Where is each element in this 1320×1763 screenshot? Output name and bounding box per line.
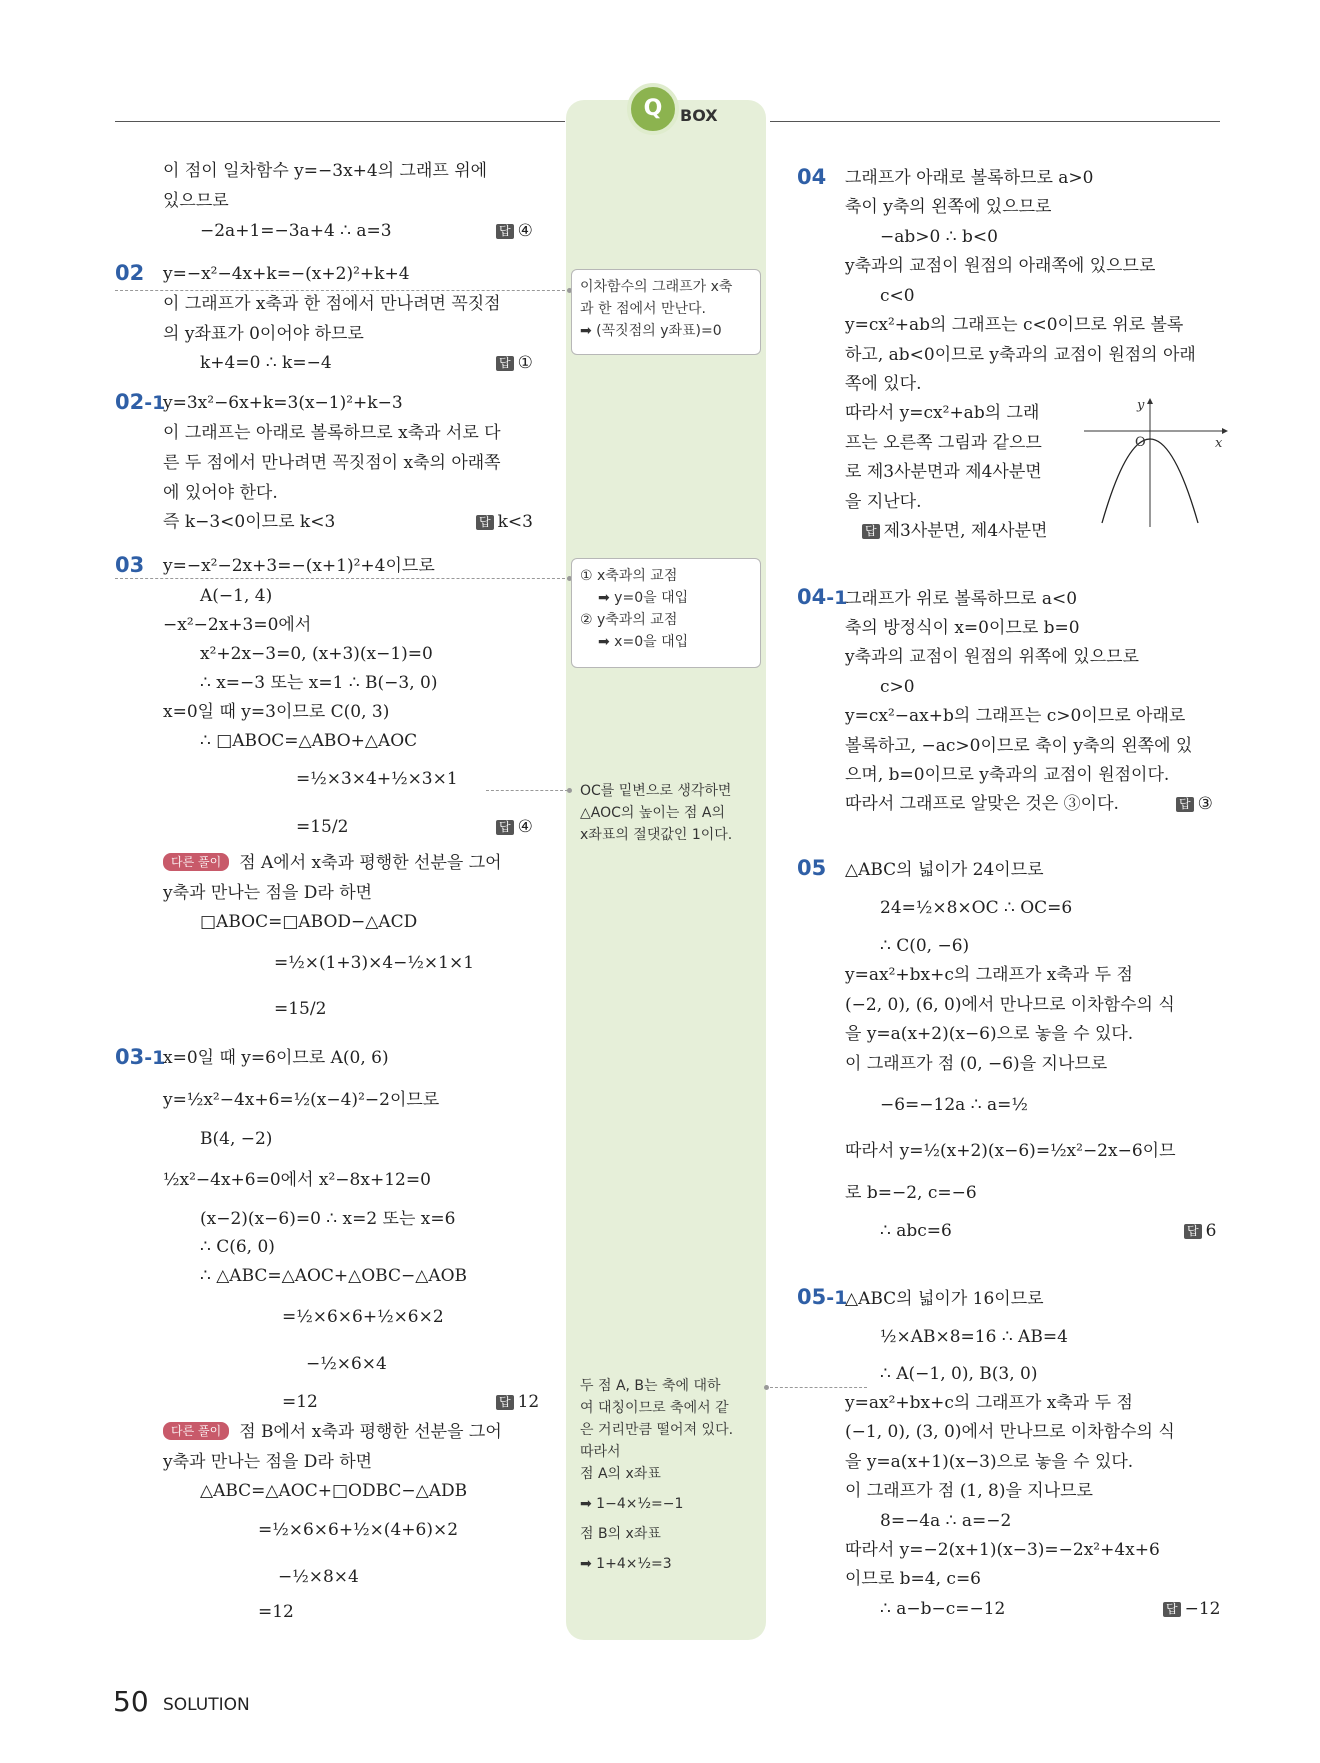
note-line: ➡ 1+4×½=3 bbox=[580, 1556, 672, 1572]
p05-line: y=ax²+bx+c의 그래프가 x축과 두 점 bbox=[845, 965, 1133, 985]
problem-number bbox=[115, 390, 165, 414]
problem-number-sub: -1 bbox=[144, 392, 166, 414]
p04-line: 로 제3사분면과 제4사분면 bbox=[845, 462, 1042, 482]
answer-mark: 답 bbox=[1176, 797, 1194, 812]
p031-line: =12 bbox=[282, 1392, 318, 1412]
p04-line: −ab>0 ∴ b<0 bbox=[880, 227, 998, 247]
answer-mark: 답 bbox=[1184, 1224, 1202, 1239]
note-line: △AOC의 높이는 점 A의 bbox=[580, 805, 725, 821]
answer-value: 제3사분면, 제4사분면 bbox=[883, 521, 1048, 541]
x-label: x bbox=[1215, 436, 1223, 451]
leader-line bbox=[486, 790, 568, 791]
p04-line: 하고, ab<0이므로 y축과의 교점이 원점의 아래 bbox=[845, 345, 1196, 365]
note-tangent bbox=[571, 269, 761, 355]
note-line: ➡ 1−4×½=−1 bbox=[580, 1496, 684, 1512]
problem-number: 04 bbox=[797, 165, 827, 189]
answer-value: 12 bbox=[517, 1392, 540, 1412]
p051-line: ∴ a−b−c=−12 bbox=[880, 1599, 1006, 1619]
answer-value: ④ bbox=[517, 817, 533, 837]
answer-value: 6 bbox=[1205, 1221, 1217, 1241]
p021-line: y=3x²−6x+k=3(x−1)²+k−3 bbox=[163, 393, 403, 413]
p041-line: y=cx²−ax+b의 그래프는 c>0이므로 아래로 bbox=[845, 706, 1186, 726]
p04-line: y축과의 교점이 원점의 아래쪽에 있으므로 bbox=[845, 256, 1156, 276]
answer-mark: 답 bbox=[496, 356, 514, 371]
alt-solution-tag: 다른 풀이 bbox=[163, 853, 229, 871]
note-intercepts bbox=[571, 558, 761, 668]
p051-line: y=ax²+bx+c의 그래프가 x축과 두 점 bbox=[845, 1393, 1133, 1413]
answer-mark: 답 bbox=[496, 224, 514, 239]
p021-line: 른 두 점에서 만나려면 꼭짓점이 x축의 아래쪽 bbox=[163, 453, 501, 473]
p03-line: ∴ □ABOC=△ABO+△AOC bbox=[200, 731, 418, 751]
p05-line: 이 그래프가 점 (0, −6)을 지나므로 bbox=[845, 1054, 1108, 1074]
problem-number: 05 bbox=[797, 856, 827, 880]
note-line: 점 B의 x좌표 bbox=[580, 1526, 661, 1542]
note-line: OC를 밑변으로 생각하면 bbox=[580, 783, 732, 799]
note-line: 과 한 점에서 만난다. bbox=[580, 301, 706, 317]
leader-line bbox=[770, 1387, 867, 1388]
note-line: ➡ (꼭짓점의 y좌표)=0 bbox=[580, 323, 722, 339]
answer-value: −12 bbox=[1184, 1599, 1221, 1619]
p03-line: x=0일 때 y=3이므로 C(0, 3) bbox=[163, 702, 390, 722]
p03-line: ∴ x=−3 또는 x=1 ∴ B(−3, 0) bbox=[200, 673, 438, 693]
p051-line: △ABC의 넓이가 16이므로 bbox=[845, 1289, 1044, 1309]
p04-line: 프는 오른쪽 그림과 같으므 bbox=[845, 433, 1042, 453]
note-symmetry bbox=[580, 1375, 733, 1575]
p021-line: 즉 k−3<0이므로 k<3 bbox=[163, 512, 336, 532]
answer bbox=[496, 815, 533, 839]
p041-line: 축의 방정식이 x=0이므로 b=0 bbox=[845, 618, 1080, 638]
p041-line: 볼록하고, −ac>0이므로 축이 y축의 왼쪽에 있 bbox=[845, 736, 1193, 756]
alt-line: □ABOC=□ABOD−△ACD bbox=[200, 912, 418, 932]
problem-number-sub: -1 bbox=[826, 587, 848, 609]
note-line: ① x축과의 교점 bbox=[580, 568, 678, 584]
answer-mark: 답 bbox=[476, 515, 494, 530]
problem-number-main: 04 bbox=[797, 585, 827, 609]
p05-line: (−2, 0), (6, 0)에서 만나므로 이차함수의 식 bbox=[845, 995, 1175, 1015]
answer-value: k<3 bbox=[497, 512, 533, 532]
note-height bbox=[580, 780, 732, 846]
p021-line: 에 있어야 한다. bbox=[163, 483, 278, 503]
answer-mark: 답 bbox=[496, 1395, 514, 1410]
p051-line: 을 y=a(x+1)(x−3)으로 놓을 수 있다. bbox=[845, 1452, 1134, 1472]
problem-number: 02 bbox=[115, 261, 145, 285]
problem-number-sub: -1 bbox=[826, 1287, 848, 1309]
alt-line: =12 bbox=[258, 1602, 294, 1622]
p04-line: 따라서 y=cx²+ab의 그래 bbox=[845, 403, 1040, 423]
p05-line: 24=½×8×OC ∴ OC=6 bbox=[880, 898, 1073, 918]
p031-line: x=0일 때 y=6이므로 A(0, 6) bbox=[163, 1048, 389, 1068]
p05-line: 따라서 y=½(x+2)(x−6)=½x²−2x−6이므 bbox=[845, 1141, 1176, 1161]
note-line: x좌표의 절댓값인 1이다. bbox=[580, 827, 733, 843]
p05-line: −6=−12a ∴ a=½ bbox=[880, 1095, 1028, 1115]
intro-line: 있으므로 bbox=[163, 191, 229, 211]
note-line: ➡ x=0을 대입 bbox=[598, 634, 689, 650]
footer-label: SOLUTION bbox=[163, 1695, 250, 1715]
answer bbox=[476, 510, 533, 534]
top-rule-right bbox=[770, 121, 1220, 122]
p031-line: (x−2)(x−6)=0 ∴ x=2 또는 x=6 bbox=[200, 1209, 456, 1229]
p031-line: −½×6×4 bbox=[306, 1354, 387, 1374]
alt-solution-tag: 다른 풀이 bbox=[163, 1422, 229, 1440]
alt-line: y축과 만나는 점을 D라 하면 bbox=[163, 883, 373, 903]
p051-line: ½×AB×8=16 ∴ AB=4 bbox=[880, 1327, 1068, 1347]
p03-line: =15/2 bbox=[296, 817, 349, 837]
note-line: 이차함수의 그래프가 x축 bbox=[580, 279, 733, 295]
p04-line: 을 지난다. bbox=[845, 492, 922, 512]
alt-line: 점 A에서 x축과 평행한 선분을 그어 bbox=[239, 853, 502, 873]
p031-line: ∴ △ABC=△AOC+△OBC−△AOB bbox=[200, 1266, 468, 1286]
p02-line: 의 y좌표가 0이어야 하므로 bbox=[163, 324, 364, 344]
p031-line: y=½x²−4x+6=½(x−4)²−2이므로 bbox=[163, 1090, 440, 1110]
alt-line: −½×8×4 bbox=[278, 1567, 359, 1587]
answer bbox=[1184, 1219, 1216, 1243]
p05-line: 을 y=a(x+2)(x−6)으로 놓을 수 있다. bbox=[845, 1024, 1134, 1044]
y-axis-arrow bbox=[1147, 398, 1153, 404]
intro-line: 이 점이 일차함수 y=−3x+4의 그래프 위에 bbox=[163, 161, 488, 181]
p051-line: 이므로 b=4, c=6 bbox=[845, 1569, 982, 1589]
alt-solution bbox=[163, 851, 502, 875]
origin-label: O bbox=[1135, 435, 1146, 450]
p04-line: 쪽에 있다. bbox=[845, 374, 922, 394]
alt-line: =½×(1+3)×4−½×1×1 bbox=[274, 953, 475, 973]
answer bbox=[1176, 792, 1213, 816]
problem-number-main: 03 bbox=[115, 1045, 145, 1069]
q-box-badge: Q bbox=[627, 83, 679, 135]
leader-dot bbox=[567, 788, 572, 793]
problem-number: 03 bbox=[115, 553, 145, 577]
leader-line bbox=[115, 290, 570, 291]
p051-line: ∴ A(−1, 0), B(3, 0) bbox=[880, 1364, 1038, 1384]
answer-mark: 답 bbox=[496, 820, 514, 835]
note-line: ② y축과의 교점 bbox=[580, 612, 678, 628]
answer-value: ④ bbox=[517, 221, 533, 241]
note-line: 두 점 A, B는 축에 대하 bbox=[580, 1378, 721, 1394]
p051-line: 8=−4a ∴ a=−2 bbox=[880, 1511, 1012, 1531]
problem-number-main: 02 bbox=[115, 390, 145, 414]
p041-line: c>0 bbox=[880, 677, 915, 697]
p051-line: (−1, 0), (3, 0)에서 만나므로 이차함수의 식 bbox=[845, 1422, 1175, 1442]
top-rule-left bbox=[115, 121, 565, 122]
answer-mark: 답 bbox=[1163, 1602, 1181, 1617]
p041-line: 으며, b=0이므로 y축과의 교점이 원점이다. bbox=[845, 765, 1170, 785]
p031-line: =½×6×6+½×6×2 bbox=[282, 1307, 444, 1327]
p03-line: y=−x²−2x+3=−(x+1)²+4이므로 bbox=[163, 556, 435, 576]
problem-number bbox=[797, 1285, 847, 1309]
x-axis-arrow bbox=[1222, 428, 1228, 434]
q-box-label: BOX bbox=[680, 106, 718, 125]
answer bbox=[1163, 1597, 1220, 1621]
p051-line: 이 그래프가 점 (1, 8)을 지나므로 bbox=[845, 1481, 1093, 1501]
p03-line: =½×3×4+½×3×1 bbox=[296, 769, 458, 789]
note-line: ➡ y=0을 대입 bbox=[598, 590, 689, 606]
problem-number-sub: -1 bbox=[144, 1047, 166, 1069]
p031-line: ∴ C(6, 0) bbox=[200, 1237, 275, 1257]
problem-number bbox=[797, 585, 847, 609]
problem-number-main: 05 bbox=[797, 1285, 827, 1309]
p02-line: 이 그래프가 x축과 한 점에서 만나려면 꼭짓점 bbox=[163, 294, 501, 314]
p03-line: A(−1, 4) bbox=[200, 586, 273, 606]
leader-dot bbox=[764, 1385, 769, 1390]
p021-line: 이 그래프는 아래로 볼록하므로 x축과 서로 다 bbox=[163, 423, 501, 443]
p051-line: 따라서 y=−2(x+1)(x−3)=−2x²+4x+6 bbox=[845, 1540, 1160, 1560]
p03-line: x²+2x−3=0, (x+3)(x−1)=0 bbox=[200, 644, 433, 664]
note-line: 따라서 bbox=[580, 1444, 621, 1460]
page-number: 50 bbox=[113, 1685, 149, 1718]
p041-line: y축과의 교점이 원점의 위쪽에 있으므로 bbox=[845, 647, 1139, 667]
alt-line: =½×6×6+½×(4+6)×2 bbox=[258, 1520, 459, 1540]
p04-line: 그래프가 아래로 볼록하므로 a>0 bbox=[845, 168, 1094, 188]
p031-line: B(4, −2) bbox=[200, 1129, 273, 1149]
alt-line: =15/2 bbox=[274, 999, 327, 1019]
answer bbox=[496, 351, 533, 375]
note-line: 은 거리만큼 떨어져 있다. bbox=[580, 1422, 734, 1438]
y-label: y bbox=[1137, 398, 1145, 413]
alt-solution bbox=[163, 1420, 502, 1444]
alt-line: 점 B에서 x축과 평행한 선분을 그어 bbox=[239, 1422, 502, 1442]
p05-line: ∴ abc=6 bbox=[880, 1221, 952, 1241]
answer bbox=[496, 219, 533, 243]
p05-line: 로 b=−2, c=−6 bbox=[845, 1183, 977, 1203]
problem-number bbox=[115, 1045, 165, 1069]
p04-line: 축이 y축의 왼쪽에 있으므로 bbox=[845, 197, 1052, 217]
leader-line bbox=[115, 578, 570, 579]
p02-line: k+4=0 ∴ k=−4 bbox=[200, 353, 332, 373]
alt-line: y축과 만나는 점을 D라 하면 bbox=[163, 1452, 373, 1472]
p05-line: ∴ C(0, −6) bbox=[880, 936, 970, 956]
note-line: 여 대칭이므로 축에서 같 bbox=[580, 1400, 729, 1416]
alt-line: △ABC=△AOC+□ODBC−△ADB bbox=[200, 1481, 468, 1501]
p041-line: 그래프가 위로 볼록하므로 a<0 bbox=[845, 589, 1078, 609]
answer bbox=[496, 1390, 539, 1414]
p041-line: 따라서 그래프로 알맞은 것은 ③이다. bbox=[845, 794, 1119, 814]
p02-line: y=−x²−4x+k=−(x+2)²+k+4 bbox=[163, 264, 410, 284]
p04-line: c<0 bbox=[880, 286, 915, 306]
parabola-graph bbox=[1082, 395, 1230, 530]
answer bbox=[862, 519, 1047, 543]
answer-value: ① bbox=[517, 353, 533, 373]
p03-line: −x²−2x+3=0에서 bbox=[163, 615, 312, 635]
intro-line: −2a+1=−3a+4 ∴ a=3 bbox=[200, 221, 392, 241]
p04-line: y=cx²+ab의 그래프는 c<0이므로 위로 볼록 bbox=[845, 315, 1184, 335]
p05-line: △ABC의 넓이가 24이므로 bbox=[845, 860, 1044, 880]
p031-line: ½x²−4x+6=0에서 x²−8x+12=0 bbox=[163, 1170, 431, 1190]
note-line: 점 A의 x좌표 bbox=[580, 1466, 661, 1482]
answer-mark: 답 bbox=[862, 524, 880, 539]
answer-value: ③ bbox=[1197, 794, 1213, 814]
